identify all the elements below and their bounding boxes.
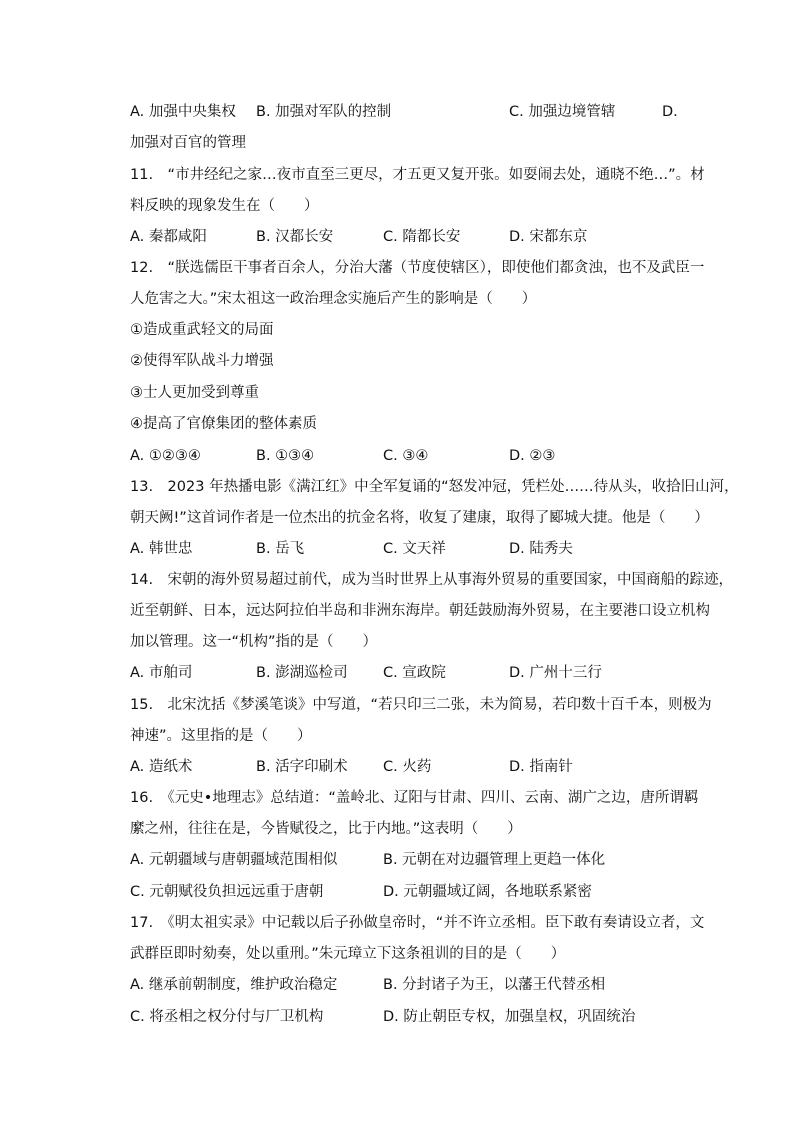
q12-option-d[interactable]: D. ②③: [509, 448, 556, 464]
q11-option-d[interactable]: D. 宋都东京: [509, 229, 588, 245]
q11-option-a[interactable]: A. 秦都咸阳: [130, 229, 207, 245]
q10-option-d-marker[interactable]: D.: [662, 104, 678, 120]
q12-stem-line-2: 人危害之大。”宋太祖这一政治理念实施后产生的影响是（ ）: [130, 291, 537, 307]
q12-stem-line-1: 12. “朕选儒臣干事者百余人，分治大藩（节度使辖区），即使他们都贪浊，也不及武臣一: [130, 260, 705, 276]
q14-stem-line-3: 加以管理。这一“机构”指的是（ ）: [130, 634, 378, 650]
q13-option-b[interactable]: B. 岳飞: [256, 541, 305, 557]
q16-option-b[interactable]: B. 元朝在对边疆管理上更趋一体化: [383, 852, 606, 868]
q12-option-a[interactable]: A. ①②③④: [130, 448, 201, 464]
q17-option-c[interactable]: C. 将丞相之权分付与厂卫机构: [130, 1009, 324, 1025]
q12-statement-4: ④提高了官僚集团的整体素质: [130, 416, 317, 432]
q16-stem-line-1: 16. 《元史•地理志》总结道：“盖岭北、辽阳与甘肃、四川、云南、湖广之边，唐所谓羁: [130, 790, 699, 806]
q12-option-b[interactable]: B. ①③④: [256, 448, 315, 464]
q13-stem-line-2: 朝天阙!”这首词作者是一位杰出的抗金名将，收复了建康，取得了郾城大捷。他是（ ）: [130, 510, 709, 526]
q16-option-c[interactable]: C. 元朝赋役负担远远重于唐朝: [130, 884, 324, 900]
q13-option-a[interactable]: A. 韩世忠: [130, 541, 193, 557]
q11-stem-line-1: 11. “市井经纪之家…夜市直至三更尽，才五更又复开张。如耍闹去处，通晓不绝…”。材: [130, 167, 705, 183]
q15-option-a[interactable]: A. 造纸术: [130, 759, 193, 775]
q16-stem-line-2: 縻之州，往往在是，今皆赋役之，比于内地。”这表明（ ）: [130, 821, 522, 837]
q15-option-d[interactable]: D. 指南针: [509, 759, 573, 775]
q14-option-d[interactable]: D. 广州十三行: [509, 665, 602, 681]
q17-stem-line-1: 17. 《明太祖实录》中记载以后子孙做皇帝时，“并不许立丞相。臣下敢有奏请设立者，文: [130, 915, 705, 931]
q15-option-c[interactable]: C. 火药: [383, 759, 432, 775]
q13-option-c[interactable]: C. 文天祥: [383, 541, 446, 557]
q10-option-d-text[interactable]: 加强对百官的管理: [130, 135, 246, 151]
q17-option-b[interactable]: B. 分封诸子为王，以藩王代替丞相: [383, 977, 606, 993]
q10-option-b[interactable]: B. 加强对军队的控制: [256, 104, 392, 120]
q13-option-d[interactable]: D. 陆秀夫: [509, 541, 573, 557]
q17-option-d[interactable]: D. 防止朝臣专权，加强皇权，巩固统治: [383, 1009, 636, 1025]
q12-statement-3: ③士人更加受到尊重: [130, 385, 259, 401]
q12-statement-1: ①造成重武轻文的局面: [130, 322, 274, 338]
q12-statement-2: ②使得军队战斗力增强: [130, 353, 274, 369]
q15-option-b[interactable]: B. 活字印刷术: [256, 759, 348, 775]
q14-option-b[interactable]: B. 澎湖巡检司: [256, 665, 348, 681]
q10-option-a[interactable]: A. 加强中央集权: [130, 104, 236, 120]
q11-option-c[interactable]: C. 隋都长安: [383, 229, 461, 245]
q15-stem-line-1: 15. 北宋沈括《梦溪笔谈》中写道，“若只印三二张，未为简易，若印数十百千本，则极为: [130, 697, 712, 713]
q14-stem-line-2: 近至朝鲜、日本，远达阿拉伯半岛和非洲东海岸。朝廷鼓励海外贸易，在主要港口设立机构: [130, 603, 710, 619]
q14-option-a[interactable]: A. 市舶司: [130, 665, 193, 681]
q10-option-c[interactable]: C. 加强边境管辖: [509, 104, 616, 120]
q11-option-b[interactable]: B. 汉都长安: [256, 229, 334, 245]
q12-option-c[interactable]: C. ③④: [383, 448, 429, 464]
q16-option-a[interactable]: A. 元朝疆域与唐朝疆域范围相似: [130, 852, 338, 868]
q16-option-d[interactable]: D. 元朝疆域辽阔，各地联系紧密: [383, 884, 592, 900]
q17-stem-line-2: 武群臣即时劾奏，处以重刑。”朱元璋立下这条祖训的目的是（ ）: [130, 946, 566, 962]
q14-option-c[interactable]: C. 宣政院: [383, 665, 446, 681]
q14-stem-line-1: 14. 宋朝的海外贸易超过前代，成为当时世界上从事海外贸易的重要国家，中国商船的踪迹，: [130, 572, 734, 588]
q13-stem-line-1: 13. 2023 年热播电影《满江红》中全军复诵的“怒发冲冠，凭栏处……待从头，收拾旧山河，: [130, 479, 739, 495]
q15-stem-line-2: 神速”。这里指的是（ ）: [130, 728, 312, 744]
q17-option-a[interactable]: A. 继承前朝制度，维护政治稳定: [130, 977, 338, 993]
q11-stem-line-2: 料反映的现象发生在（ ）: [130, 198, 319, 214]
